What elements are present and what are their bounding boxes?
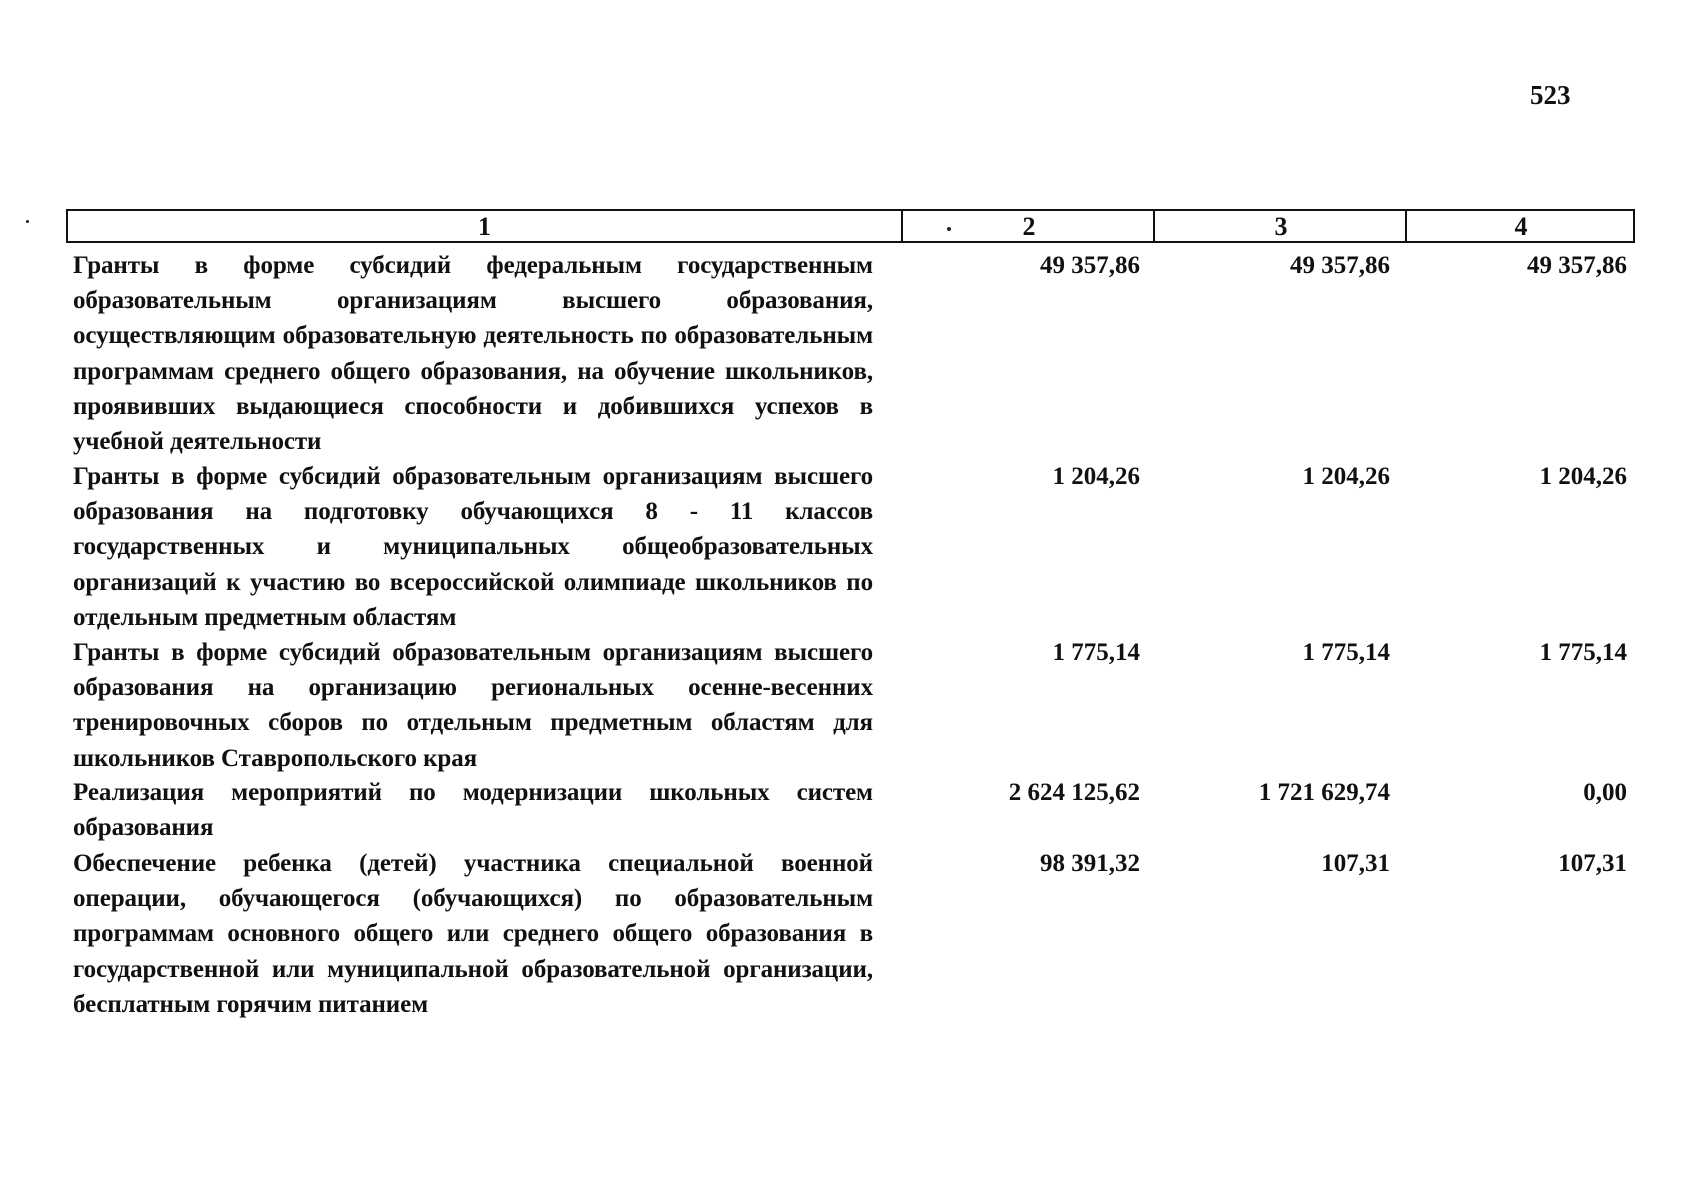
row-value-col2: 98 391,32 xyxy=(1040,850,1140,877)
column-header-1: 1 xyxy=(478,212,491,241)
table-header xyxy=(66,209,1635,243)
row-description: Гранты в форме субсидий федеральным государственным образовательным организациям высшего образования, осуществляющим образовательную деятельность по образовательным программам среднего общего образования, на обучение школьников, проявивших выдающиеся способности и добившихся успехов в учебной деятельности xyxy=(73,252,873,456)
row-value-col4: 49 357,86 xyxy=(1527,252,1627,279)
row-value-col2: 1 204,26 xyxy=(1052,463,1140,490)
row-value-col3: 1 721 629,74 xyxy=(1258,779,1390,806)
row-description: Гранты в форме субсидий образовательным организациям высшего образования на подготовку обучающихся 8 - 11 классов государственных и муниципальных общеобразовательных организаций к участию во всероссийской олимпиаде школьников по отдельным предметным областям xyxy=(73,463,873,631)
row-value-col4: 1 204,26 xyxy=(1539,463,1627,490)
row-value-col4: 0,00 xyxy=(1583,779,1627,806)
column-header-3: 3 xyxy=(1153,211,1407,241)
row-value-col4: 107,31 xyxy=(1558,850,1627,877)
column-header-4: 4 xyxy=(1405,211,1635,241)
scan-speck xyxy=(947,227,951,231)
row-value-col2: 1 775,14 xyxy=(1052,639,1140,666)
row-value-col3: 107,31 xyxy=(1321,850,1390,877)
page-number: 523 xyxy=(1530,80,1571,110)
row-description: Обеспечение ребенка (детей) участника специальной военной операции, обучающегося (обучающихся) по образовательным программам основного общего или среднего общего образования в государственной или муниципальной образовательной организации, бесплатным горячим питанием xyxy=(73,850,873,1018)
column-header-2: 2 xyxy=(901,211,1155,241)
row-description: Реализация мероприятий по модернизации школьных систем образования xyxy=(73,779,873,842)
row-value-col2: 49 357,86 xyxy=(1040,252,1140,279)
row-value-col3: 1 204,26 xyxy=(1302,463,1390,490)
row-value-col3: 1 775,14 xyxy=(1302,639,1390,666)
scan-speck xyxy=(26,220,29,223)
row-description: Гранты в форме субсидий образовательным организациям высшего образования на организацию региональных осенне-весенних тренировочных сборов по отдельным предметным областям для школьников Ставропольского края xyxy=(73,639,873,772)
row-value-col3: 49 357,86 xyxy=(1290,252,1390,279)
row-value-col4: 1 775,14 xyxy=(1539,639,1627,666)
row-value-col2: 2 624 125,62 xyxy=(1008,779,1140,806)
